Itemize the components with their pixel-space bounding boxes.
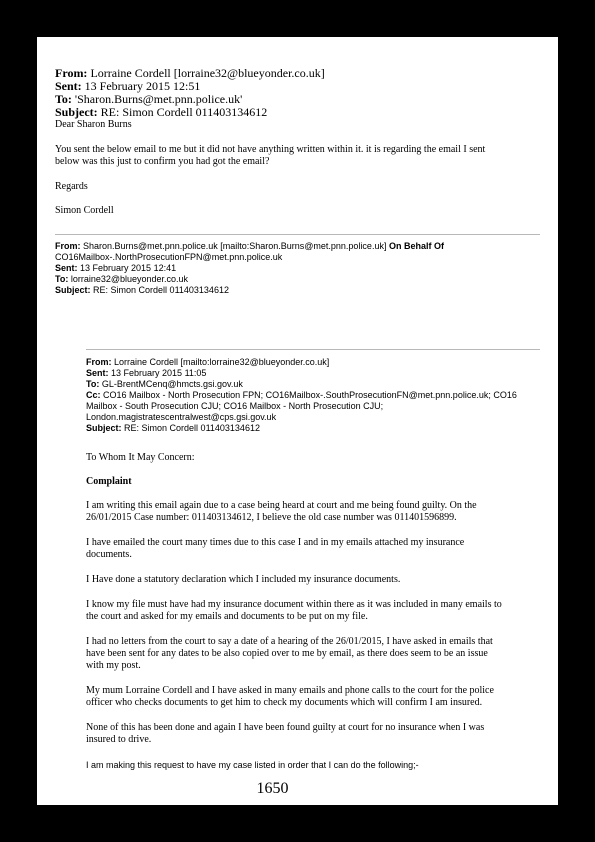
email3-salutation: To Whom It May Concern: (86, 452, 195, 463)
email1-sent-line: Sent: 13 February 2015 12:51 (55, 79, 201, 93)
email3-heading: Complaint (86, 476, 132, 487)
email1-signature: Simon Cordell (55, 205, 114, 216)
email1-regards: Regards (55, 181, 88, 192)
email2-from-line: From: Sharon.Burns@met.pnn.police.uk [mailto:Sharon.Burns@met.pnn.police.uk] On Behalf Of (55, 241, 444, 251)
email3-to-line: To: GL-BrentMCenq@hmcts.gsi.gov.uk (86, 379, 243, 389)
email3-paragraph-1: I am writing this email again due to a case being heard at court and me being found guilty. On the 26/01/2015 Case number: 011403134612, I believe the old case number was 011401596899. (86, 500, 477, 523)
email1-paragraph-line2: below was this just to confirm you had got the email? (55, 156, 270, 167)
email1-paragraph-line1: You sent the below email to me but it did not have anything written within it. it is regarding the email I sent (55, 144, 486, 155)
email3-from-line: From: Lorraine Cordell [mailto:lorraine32@blueyonder.co.uk] (86, 357, 330, 367)
email3-paragraph-5: I had no letters from the court to say a date of a hearing of the 26/01/2015, I have asked in emails that have been sent for any dates to be also copied over to me by email, as there does seem to be an issue with my post. (86, 636, 493, 671)
email3-header (86, 357, 551, 434)
document-page (37, 37, 558, 805)
email2-to-line: To: lorraine32@blueyonder.co.uk (55, 274, 189, 284)
page-number: 1650 (256, 780, 289, 797)
divider-2 (86, 349, 540, 350)
email2-behalf-line: CO16Mailbox-.NorthProsecutionFPN@met.pnn.police.uk (55, 252, 283, 262)
email3-subject-line: Subject: RE: Simon Cordell 011403134612 (86, 423, 260, 433)
email3-paragraph-7: None of this has been done and again I have been found guilty at court for no insurance when I was insured to drive. (86, 722, 485, 745)
email3-paragraph-6: My mum Lorraine Cordell and I have asked in many emails and phone calls to the court for the police officer who checks documents to get him to check my documents which will confirm I am insured. (86, 685, 494, 708)
email2-subject-line: Subject: RE: Simon Cordell 011403134612 (55, 285, 229, 295)
email1-from-line: From: Lorraine Cordell [lorraine32@blueyonder.co.uk] (55, 66, 325, 80)
email1-header (55, 67, 545, 119)
email3-sent-line: Sent: 13 February 2015 11:05 (86, 368, 207, 378)
divider-1 (55, 234, 540, 235)
email3-cc-line2: Mailbox - South Prosecution CJU; CO16 Mailbox - North Prosecution CJU; (86, 401, 384, 411)
email3-paragraph-2: I have emailed the court many times due to this case I and in my emails attached my insurance documents. (86, 537, 465, 560)
email3-cc-line3: London.magistratescentralwest@cps.gsi.gov.uk (86, 412, 277, 422)
email1-to-line: To: 'Sharon.Burns@met.pnn.police.uk' (55, 92, 243, 106)
email3-paragraph-4: I know my file must have had my insurance document within there as it was included in many emails to the court and asked for my emails and documents to be put on my file. (86, 599, 502, 622)
email2-sent-line: Sent: 13 February 2015 12:41 (55, 263, 177, 273)
email3-paragraph-8: I am making this request to have my case listed in order that I can do the following;- (86, 760, 419, 770)
email2-header (55, 241, 550, 296)
email3-cc-line: Cc: CO16 Mailbox - North Prosecution FPN; CO16Mailbox-.SouthProsecutionFN@met.pnn.police.uk; CO16 (86, 390, 517, 400)
email1-subject-line: Subject: RE: Simon Cordell 011403134612 (55, 105, 268, 119)
email3-paragraph-3: I Have done a statutory declaration which I included my insurance documents. (86, 574, 401, 585)
email1-greeting: Dear Sharon Burns (55, 119, 132, 130)
